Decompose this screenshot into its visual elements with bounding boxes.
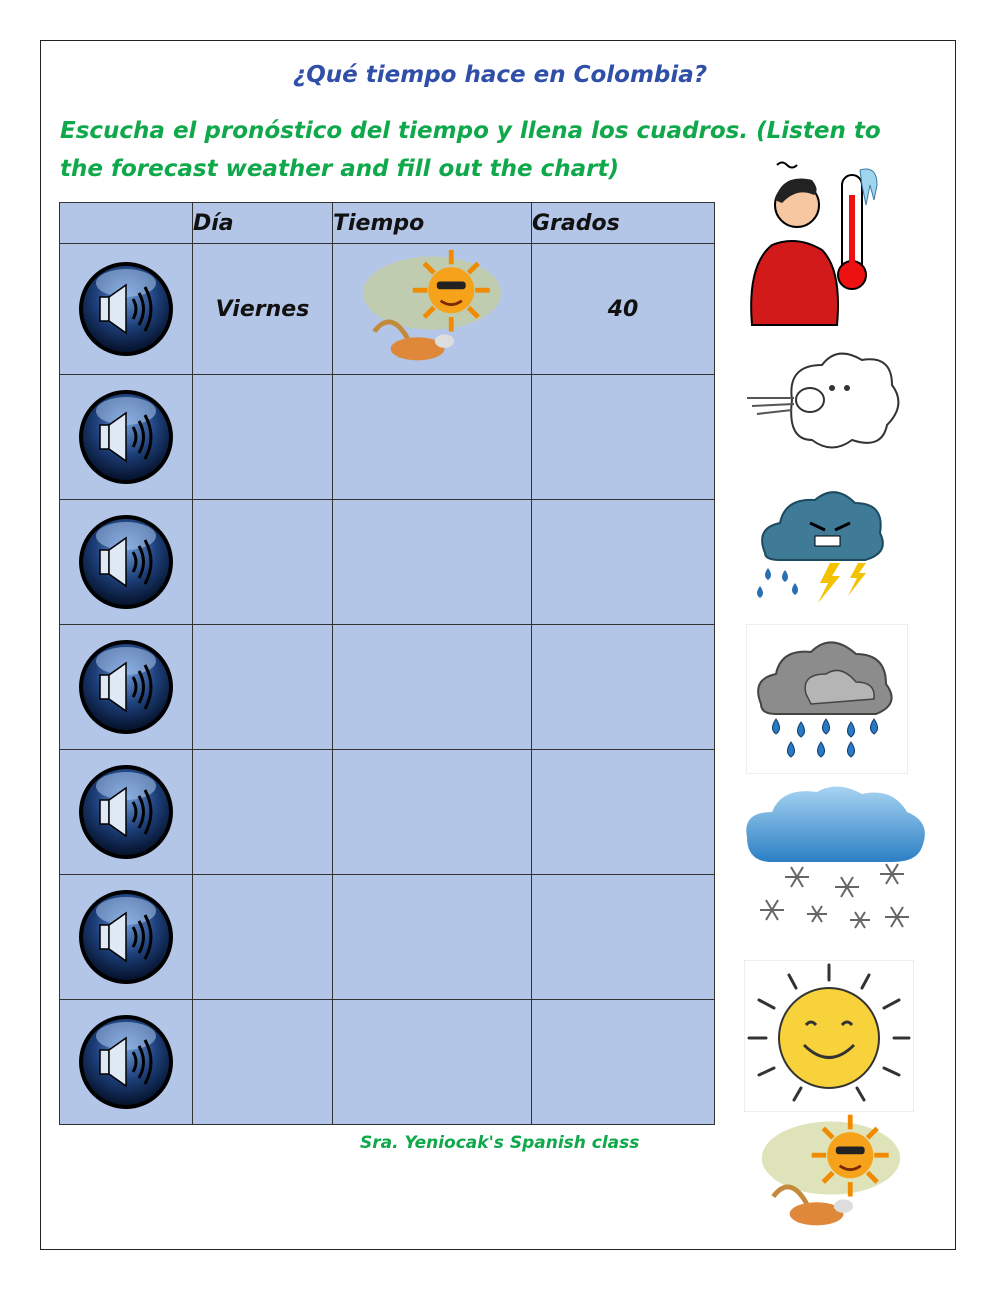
speaker-icon[interactable]: [76, 1012, 176, 1112]
table-row: [60, 500, 715, 625]
sunny-icon[interactable]: [744, 960, 914, 1112]
weather-cell[interactable]: [333, 500, 532, 625]
header-grados: Grados: [532, 203, 715, 244]
weather-cell[interactable]: [333, 375, 532, 500]
audio-cell: [60, 375, 193, 500]
table-row: [60, 875, 715, 1000]
day-text: Viernes: [215, 296, 310, 322]
hot-sun-icon[interactable]: [755, 1110, 907, 1235]
weather-cell[interactable]: [333, 625, 532, 750]
windy-cloud-icon[interactable]: [742, 340, 907, 460]
storm-cloud-icon[interactable]: [740, 478, 900, 610]
speaker-icon[interactable]: [76, 762, 176, 862]
weather-cell[interactable]: [333, 750, 532, 875]
header-row: [60, 203, 715, 244]
degrees-text: 40: [607, 296, 639, 322]
day-cell[interactable]: [193, 625, 333, 750]
degrees-cell[interactable]: [532, 750, 715, 875]
audio-cell: [60, 1000, 193, 1125]
degrees-cell[interactable]: [532, 875, 715, 1000]
cold-person-icon[interactable]: [742, 155, 887, 330]
degrees-cell: [532, 244, 715, 375]
speaker-icon[interactable]: [76, 637, 176, 737]
snow-cloud-icon[interactable]: [742, 782, 930, 942]
day-cell: [193, 244, 333, 375]
table-row: [60, 1000, 715, 1125]
speaker-icon[interactable]: [76, 512, 176, 612]
degrees-cell[interactable]: [532, 375, 715, 500]
table-row: [60, 375, 715, 500]
footer-credit: Sra. Yeniocak's Spanish class: [360, 1133, 640, 1153]
weather-chart: [59, 202, 715, 1125]
table-row: [60, 244, 715, 375]
degrees-cell[interactable]: [532, 1000, 715, 1125]
day-cell[interactable]: [193, 500, 333, 625]
audio-cell: [60, 875, 193, 1000]
page-title: ¿Qué tiempo hace en Colombia?: [292, 62, 708, 88]
hot-sun-icon: [357, 245, 507, 370]
rain-cloud-icon[interactable]: [746, 624, 908, 774]
speaker-icon[interactable]: [76, 387, 176, 487]
audio-cell: [60, 750, 193, 875]
header-blank: [60, 203, 193, 244]
degrees-cell[interactable]: [532, 625, 715, 750]
table-row: [60, 625, 715, 750]
header-tiempo: Tiempo: [333, 203, 532, 244]
weather-cell: [333, 244, 532, 375]
weather-cell[interactable]: [333, 875, 532, 1000]
day-cell[interactable]: [193, 750, 333, 875]
degrees-cell[interactable]: [532, 500, 715, 625]
day-cell[interactable]: [193, 1000, 333, 1125]
header-dia: Día: [193, 203, 333, 244]
day-cell[interactable]: [193, 375, 333, 500]
audio-cell: [60, 500, 193, 625]
weather-cell[interactable]: [333, 1000, 532, 1125]
speaker-icon[interactable]: [76, 887, 176, 987]
speaker-icon[interactable]: [76, 259, 176, 359]
table-row: [60, 750, 715, 875]
audio-cell: [60, 244, 193, 375]
instructions-text: Escucha el pronóstico del tiempo y llena los cuadros. (Listen to the forecast weather and fill out the chart): [60, 118, 881, 182]
audio-cell: [60, 625, 193, 750]
day-cell[interactable]: [193, 875, 333, 1000]
